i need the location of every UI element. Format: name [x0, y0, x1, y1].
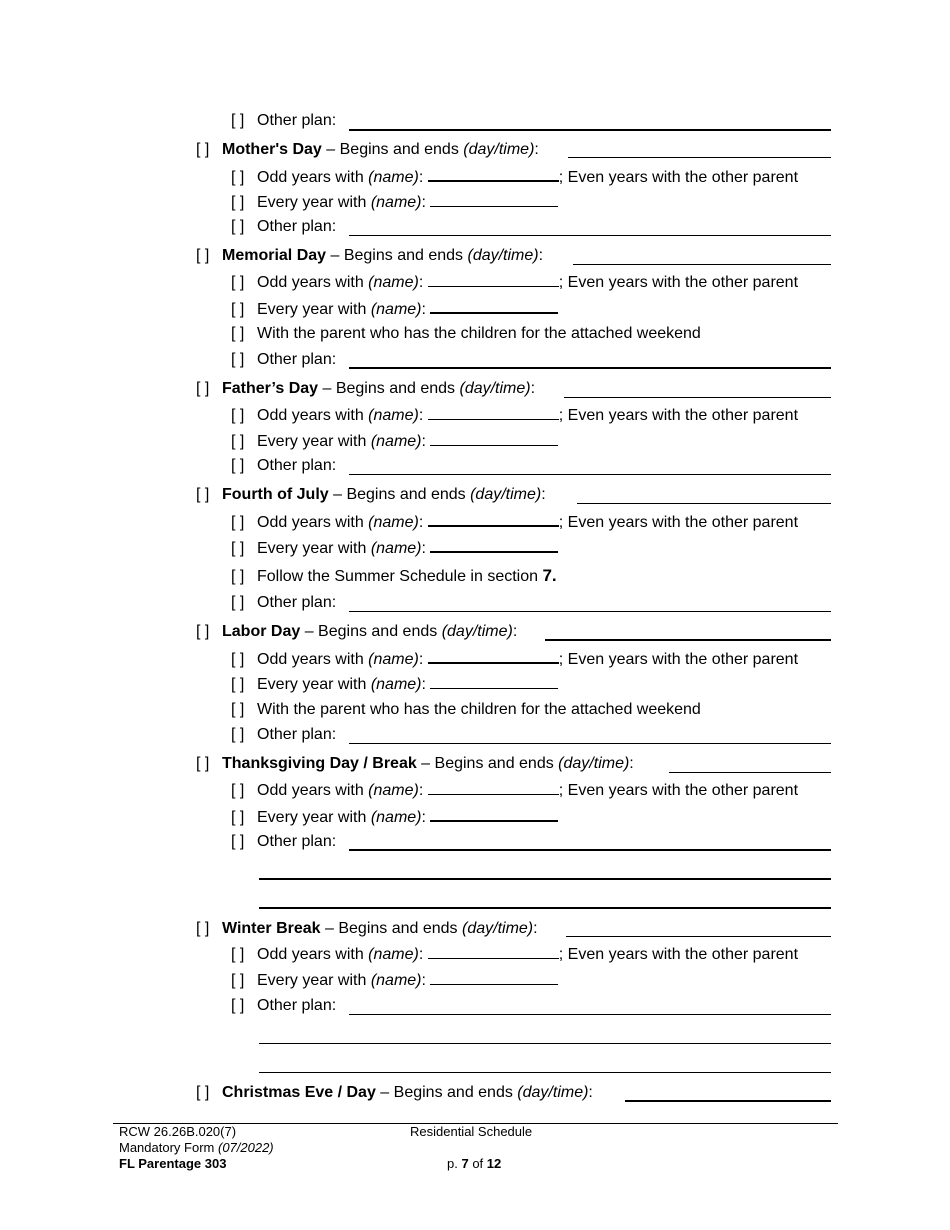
footer-form-id: FL Parentage 303	[119, 1156, 227, 1171]
name-field[interactable]	[430, 674, 558, 689]
checkbox[interactable]: [ ]	[231, 274, 245, 291]
checkbox[interactable]: [ ]	[231, 676, 245, 693]
every-year-label: Every year with	[257, 194, 367, 211]
attached-weekend-label: With the parent who has the children for the attached weekend	[257, 701, 701, 718]
odd-years-row	[231, 780, 798, 800]
begins-ends-label: – Begins and ends	[300, 623, 442, 640]
every-year-label: Every year with	[257, 676, 367, 693]
colon: :	[421, 809, 426, 826]
summer-schedule-row	[231, 566, 557, 586]
name-field[interactable]	[430, 192, 558, 207]
day-time-hint: (day/time)	[470, 486, 542, 503]
begins-ends-label: – Begins and ends	[321, 141, 464, 158]
colon: :	[418, 274, 424, 291]
holiday-name: Fourth of July	[222, 486, 329, 503]
day-time-hint: (day/time)	[462, 920, 534, 937]
checkbox[interactable]: [ ]	[231, 997, 245, 1014]
colon: :	[421, 540, 426, 557]
even-years-label: ; Even years with the other parent	[558, 407, 799, 424]
colon: :	[588, 1084, 593, 1101]
colon: :	[418, 651, 424, 668]
checkbox[interactable]: [ ]	[196, 1084, 210, 1101]
every-year-row	[231, 192, 558, 212]
day-time-field[interactable]	[568, 157, 831, 158]
checkbox[interactable]: [ ]	[231, 457, 245, 474]
name-hint: (name)	[370, 972, 422, 989]
day-time-field[interactable]	[564, 397, 831, 398]
holiday-heading-mothers-day	[196, 140, 539, 160]
colon: :	[533, 920, 538, 937]
name-hint: (name)	[368, 514, 419, 531]
even-years-label: ; Even years with the other parent	[558, 782, 799, 799]
day-time-hint: (day/time)	[459, 380, 531, 397]
colon: :	[421, 676, 426, 693]
odd-years-row	[231, 944, 798, 964]
name-field[interactable]	[428, 648, 559, 664]
day-time-hint: (day/time)	[441, 623, 513, 640]
checkbox[interactable]: [ ]	[231, 594, 245, 611]
colon: :	[629, 755, 634, 772]
holiday-heading-christmas	[196, 1083, 593, 1103]
colon: :	[512, 623, 518, 640]
odd-years-row	[231, 166, 798, 186]
checkbox[interactable]: [ ]	[231, 568, 245, 585]
name-hint: (name)	[368, 651, 419, 668]
begins-ends-label: – Begins and ends	[318, 380, 460, 397]
every-year-row	[231, 806, 558, 826]
checkbox[interactable]: [ ]	[231, 809, 245, 826]
odd-years-row	[231, 405, 798, 425]
checkbox[interactable]: [ ]	[231, 946, 245, 963]
other-plan-label: Other plan:	[257, 351, 337, 368]
holiday-heading-memorial-day	[196, 246, 543, 266]
holiday-name: Labor Day	[222, 623, 301, 640]
name-hint: (name)	[370, 301, 422, 318]
even-years-label: ; Even years with the other parent	[558, 514, 799, 531]
name-hint: (name)	[368, 782, 419, 799]
holiday-name: Mother's Day	[222, 141, 322, 158]
other-plan-row	[231, 593, 336, 613]
every-year-label: Every year with	[257, 301, 367, 318]
checkbox[interactable]: [ ]	[231, 301, 245, 318]
other-plan-label: Other plan:	[257, 594, 337, 611]
name-field[interactable]	[430, 970, 558, 985]
other-plan-label: Other plan:	[257, 218, 337, 235]
odd-years-label: Odd years with	[257, 169, 364, 186]
colon: :	[421, 194, 426, 211]
day-time-hint: (day/time)	[517, 1084, 589, 1101]
colon: :	[418, 782, 424, 799]
checkbox[interactable]: [ ]	[231, 782, 245, 799]
colon: :	[421, 972, 426, 989]
every-year-label: Every year with	[257, 972, 367, 989]
name-hint: (name)	[370, 194, 422, 211]
day-time-field[interactable]	[545, 639, 831, 641]
other-plan-row	[231, 217, 336, 237]
holiday-name: Winter Break	[222, 920, 321, 937]
other-plan-row	[231, 456, 336, 476]
holiday-heading-winter-break	[196, 919, 538, 939]
holiday-heading-labor-day	[196, 622, 517, 642]
other-plan-label: Other plan:	[257, 833, 337, 850]
name-field[interactable]	[430, 537, 558, 553]
begins-ends-label: – Begins and ends	[326, 247, 468, 264]
checkbox[interactable]: [ ]	[231, 194, 245, 211]
odd-years-row	[231, 511, 798, 531]
checkbox[interactable]: [ ]	[231, 726, 245, 743]
other-plan-row	[231, 832, 336, 852]
other-plan-row	[231, 111, 336, 131]
name-field[interactable]	[428, 511, 559, 527]
footer-title: Residential Schedule	[410, 1124, 533, 1139]
page-prefix: p.	[447, 1156, 462, 1171]
checkbox[interactable]: [ ]	[231, 112, 245, 129]
holiday-heading-fourth-of-july	[196, 485, 546, 505]
even-years-label: ; Even years with the other parent	[558, 946, 799, 963]
checkbox[interactable]: [ ]	[231, 701, 245, 718]
name-field[interactable]	[428, 780, 559, 795]
other-plan-label: Other plan:	[257, 997, 337, 1014]
page-current: 7	[461, 1156, 469, 1171]
every-year-row	[231, 674, 558, 694]
colon: :	[421, 433, 426, 450]
other-plan-field[interactable]	[349, 367, 831, 369]
begins-ends-label: – Begins and ends	[328, 486, 471, 503]
summer-schedule-label: Follow the Summer Schedule in section	[257, 568, 543, 585]
begins-ends-label: – Begins and ends	[416, 755, 559, 772]
other-plan-field[interactable]	[349, 849, 831, 851]
mandatory-label: Mandatory Form	[119, 1140, 218, 1155]
every-year-label: Every year with	[257, 540, 367, 557]
page-of: of	[468, 1156, 487, 1171]
footer-mandatory-form	[119, 1140, 274, 1156]
name-hint: (name)	[368, 946, 419, 963]
day-time-field[interactable]	[625, 1100, 831, 1102]
every-year-row	[231, 431, 558, 451]
odd-years-label: Odd years with	[257, 946, 364, 963]
day-time-hint: (day/time)	[558, 755, 630, 772]
colon: :	[530, 380, 536, 397]
other-plan-label: Other plan:	[257, 457, 337, 474]
other-plan-field[interactable]	[349, 743, 831, 744]
name-field[interactable]	[428, 405, 559, 420]
every-year-row	[231, 298, 558, 318]
even-years-label: ; Even years with the other parent	[558, 274, 799, 291]
other-plan-field[interactable]	[349, 474, 831, 475]
name-hint: (name)	[368, 169, 419, 186]
odd-years-label: Odd years with	[257, 651, 364, 668]
name-field[interactable]	[428, 944, 559, 959]
holiday-heading-thanksgiving	[196, 754, 634, 774]
page-total: 12	[486, 1156, 502, 1171]
odd-years-label: Odd years with	[257, 274, 364, 291]
name-hint: (name)	[368, 407, 419, 424]
other-plan-row	[231, 725, 336, 745]
name-field[interactable]	[428, 166, 559, 182]
other-plan-field[interactable]	[349, 129, 831, 131]
day-time-field[interactable]	[566, 936, 831, 937]
name-field[interactable]	[430, 431, 558, 446]
name-field[interactable]	[428, 272, 559, 287]
odd-years-row	[231, 272, 798, 292]
other-plan-continuation-field[interactable]	[259, 907, 831, 909]
every-year-row	[231, 970, 558, 990]
holiday-heading-fathers-day	[196, 379, 535, 399]
checkbox[interactable]: [ ]	[196, 141, 210, 158]
colon: :	[541, 486, 546, 503]
holiday-name: Memorial Day	[222, 247, 327, 264]
colon: :	[534, 141, 539, 158]
attached-weekend-row	[231, 700, 701, 720]
other-plan-continuation-field[interactable]	[259, 1072, 831, 1073]
other-plan-label: Other plan:	[257, 726, 337, 743]
day-time-field[interactable]	[573, 264, 831, 265]
even-years-label: ; Even years with the other parent	[558, 651, 799, 668]
checkbox[interactable]: [ ]	[231, 218, 245, 235]
other-plan-field[interactable]	[349, 1014, 831, 1015]
every-year-label: Every year with	[257, 809, 367, 826]
other-plan-continuation-field[interactable]	[259, 878, 831, 880]
odd-years-row	[231, 648, 798, 668]
checkbox[interactable]: [ ]	[231, 514, 245, 531]
form-date: (07/2022)	[217, 1140, 274, 1155]
begins-ends-label: – Begins and ends	[375, 1084, 518, 1101]
checkbox[interactable]: [ ]	[231, 407, 245, 424]
name-hint: (name)	[370, 433, 422, 450]
colon: :	[418, 407, 424, 424]
other-plan-row	[231, 996, 336, 1016]
checkbox[interactable]: [ ]	[196, 380, 210, 397]
footer-statute: RCW 26.26B.020(7)	[119, 1124, 237, 1139]
name-hint: (name)	[370, 540, 422, 557]
name-hint: (name)	[370, 676, 422, 693]
checkbox[interactable]: [ ]	[231, 433, 245, 450]
colon: :	[418, 514, 424, 531]
name-field[interactable]	[430, 806, 558, 822]
odd-years-label: Odd years with	[257, 514, 364, 531]
attached-weekend-label: With the parent who has the children for the attached weekend	[257, 325, 701, 342]
other-plan-row	[231, 350, 336, 370]
day-time-field[interactable]	[577, 503, 831, 504]
checkbox[interactable]: [ ]	[196, 623, 210, 640]
footer-page-number	[447, 1156, 501, 1172]
section-number: 7.	[542, 566, 557, 585]
other-plan-field[interactable]	[349, 235, 831, 236]
colon: :	[538, 247, 544, 264]
colon: :	[421, 301, 426, 318]
checkbox[interactable]: [ ]	[231, 540, 245, 557]
checkbox[interactable]: [ ]	[231, 169, 245, 186]
other-plan-label: Other plan:	[257, 112, 337, 129]
colon: :	[418, 169, 424, 186]
checkbox[interactable]: [ ]	[231, 651, 245, 668]
day-time-hint: (day/time)	[467, 247, 539, 264]
checkbox[interactable]: [ ]	[231, 833, 245, 850]
day-time-hint: (day/time)	[463, 141, 535, 158]
checkbox[interactable]: [ ]	[196, 486, 210, 503]
every-year-label: Every year with	[257, 433, 367, 450]
name-hint: (name)	[370, 809, 422, 826]
begins-ends-label: – Begins and ends	[320, 920, 462, 937]
holiday-name: Thanksgiving Day / Break	[222, 755, 417, 772]
holiday-name: Christmas Eve / Day	[222, 1084, 376, 1101]
colon: :	[418, 946, 424, 963]
checkbox[interactable]: [ ]	[231, 972, 245, 989]
every-year-row	[231, 537, 558, 557]
other-plan-field[interactable]	[349, 611, 831, 612]
day-time-field[interactable]	[669, 772, 831, 773]
checkbox[interactable]: [ ]	[196, 247, 210, 264]
even-years-label: ; Even years with the other parent	[558, 169, 799, 186]
odd-years-label: Odd years with	[257, 782, 364, 799]
name-field[interactable]	[430, 298, 558, 314]
checkbox[interactable]: [ ]	[196, 755, 210, 772]
name-hint: (name)	[368, 274, 419, 291]
checkbox[interactable]: [ ]	[196, 920, 210, 937]
checkbox[interactable]: [ ]	[231, 351, 245, 368]
checkbox[interactable]: [ ]	[231, 325, 245, 342]
holiday-name: Father’s Day	[222, 380, 319, 397]
attached-weekend-row	[231, 324, 701, 344]
odd-years-label: Odd years with	[257, 407, 364, 424]
other-plan-continuation-field[interactable]	[259, 1043, 831, 1044]
